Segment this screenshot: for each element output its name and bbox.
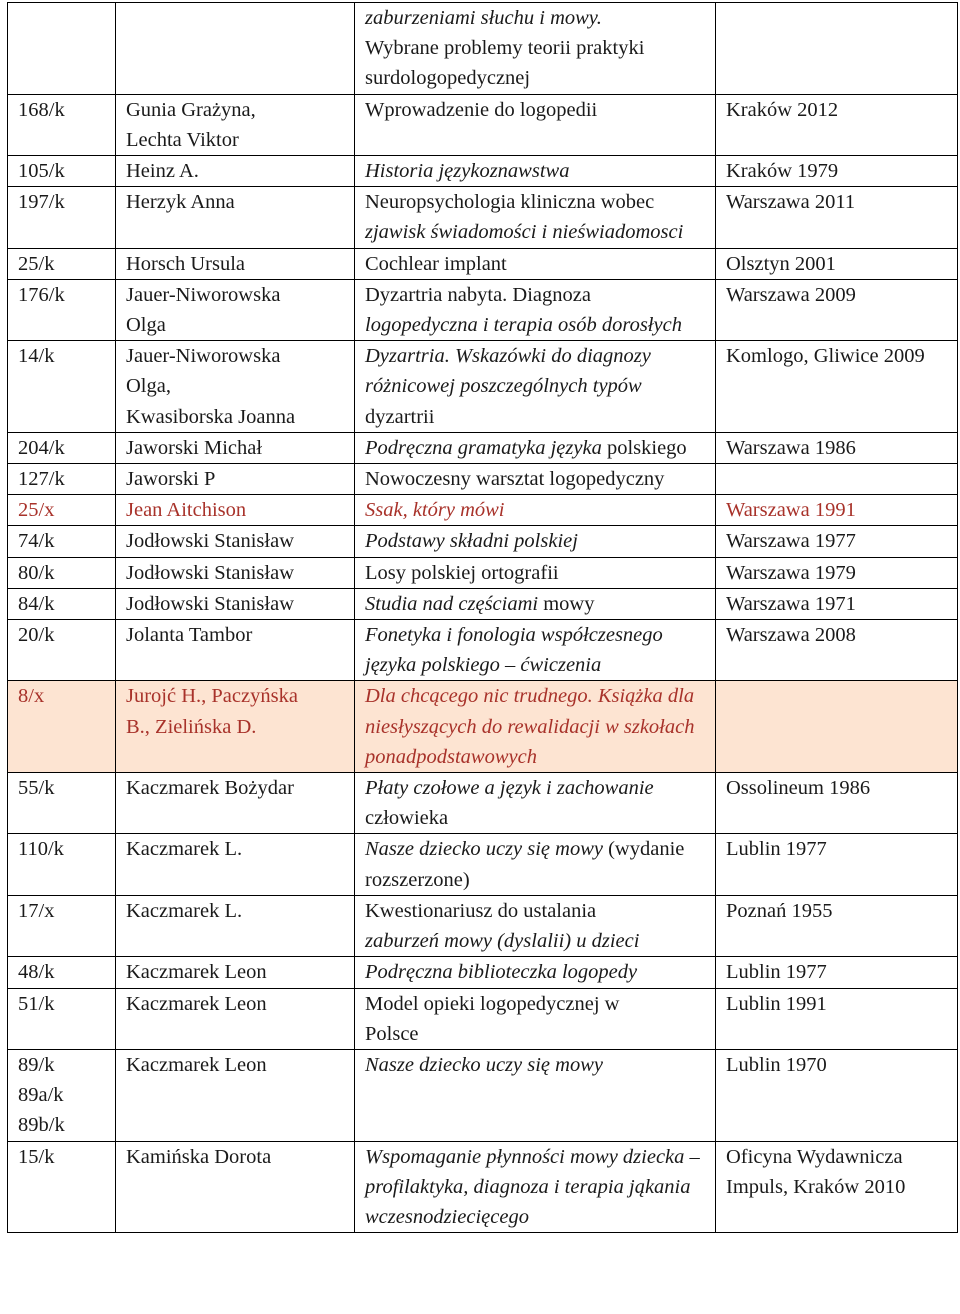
title-cell	[355, 464, 716, 495]
publication-cell: Warszawa 2009	[716, 279, 958, 340]
table-row	[8, 526, 958, 557]
author-cell: Kaczmarek Bożydar	[116, 773, 355, 834]
publication-cell: Warszawa 1986	[716, 432, 958, 463]
author-cell: Kamińska Dorota	[116, 1141, 355, 1233]
publication-cell: Warszawa 2008	[716, 620, 958, 681]
author-cell: Jaworski P	[116, 464, 355, 495]
author-cell: Kaczmarek Leon	[116, 1049, 355, 1141]
title-cell	[355, 94, 716, 155]
table-row	[8, 341, 958, 433]
title-cell	[355, 156, 716, 187]
title-text: Studia nad częściami	[365, 592, 539, 615]
title-cell	[355, 988, 716, 1049]
title-text-continued: Wybrane problemy teorii praktyki surdologopedycznej	[365, 37, 645, 90]
table-row	[8, 279, 958, 340]
publication-cell: Warszawa 1977	[716, 526, 958, 557]
publication-cell: Lublin 1977	[716, 834, 958, 895]
title-text: Wprowadzenie do logopedii	[365, 98, 598, 121]
signature-cell: 89/k 89a/k 89b/k	[8, 1049, 116, 1141]
table-row	[8, 432, 958, 463]
author-cell: Kaczmarek Leon	[116, 988, 355, 1049]
author-cell: Jauer-Niworowska Olga	[116, 279, 355, 340]
title-cell	[355, 895, 716, 956]
signature-cell: 51/k	[8, 988, 116, 1049]
publication-cell: Warszawa 1979	[716, 557, 958, 588]
title-text-continued: zjawisk świadomości i nieświadomosci	[365, 221, 684, 244]
title-text-continued: polskiego	[606, 436, 687, 459]
title-text-continued: zaburzeń mowy (dyslalii) u dzieci	[365, 930, 640, 953]
title-cell	[355, 187, 716, 248]
title-cell	[355, 620, 716, 681]
signature-cell: 15/k	[8, 1141, 116, 1233]
title-text-continued: dyzartrii	[365, 405, 435, 428]
table-row	[8, 620, 958, 681]
signature-cell: 55/k	[8, 773, 116, 834]
author-cell: Jurojć H., Paczyńska B., Zielińska D.	[116, 681, 355, 773]
title-text: Dyzartria nabyta. Diagnoza	[365, 283, 591, 306]
publication-cell: Lublin 1977	[716, 957, 958, 988]
table-row	[8, 94, 958, 155]
author-cell: Kaczmarek L.	[116, 834, 355, 895]
publication-cell: Olsztyn 2001	[716, 248, 958, 279]
title-text: Płaty czołowe a język i zachowanie	[365, 777, 654, 800]
author-cell: Heinz A.	[116, 156, 355, 187]
title-text: Dla chcącego nic trudnego. Książka dla niesłyszących do rewalidacji w szkołach ponadpodstawowych	[365, 685, 695, 768]
author-cell: Herzyk Anna	[116, 187, 355, 248]
signature-cell: 168/k	[8, 94, 116, 155]
signature-cell: 80/k	[8, 557, 116, 588]
table-row	[8, 156, 958, 187]
author-cell: Kaczmarek L.	[116, 895, 355, 956]
title-text: Dyzartria. Wskazówki do diagnozy różnicowej poszczególnych typów	[365, 345, 651, 398]
title-text-continued: człowieka	[365, 807, 449, 830]
title-cell	[355, 834, 716, 895]
publication-cell: Kraków 2012	[716, 94, 958, 155]
title-text: Wspomaganie płynności mowy dziecka – profilaktyka, diagnoza i terapia jąkania wczesnodziecięcego	[365, 1145, 700, 1228]
title-cell	[355, 248, 716, 279]
title-text: Fonetyka i fonologia współczesnego języka polskiego – ćwiczenia	[365, 624, 663, 677]
signature-cell: 84/k	[8, 588, 116, 619]
title-text: Podręczna biblioteczka logopedy	[365, 961, 638, 984]
title-cell	[355, 773, 716, 834]
author-cell: Jodłowski Stanisław	[116, 526, 355, 557]
table-row	[8, 248, 958, 279]
publication-cell	[716, 3, 958, 95]
table-row	[8, 3, 958, 95]
title-text: Podręczna gramatyka języka	[365, 436, 602, 459]
title-text: Nowoczesny warsztat logopedyczny	[365, 468, 665, 491]
author-cell: Jodłowski Stanisław	[116, 557, 355, 588]
table-row	[8, 895, 958, 956]
table-row	[8, 557, 958, 588]
title-text: Nasze dziecko uczy się mowy	[365, 838, 603, 861]
signature-cell: 14/k	[8, 341, 116, 433]
title-text-continued: Polsce	[365, 1022, 419, 1045]
title-text: Kwestionariusz do ustalania	[365, 899, 597, 922]
signature-cell: 48/k	[8, 957, 116, 988]
title-cell	[355, 1049, 716, 1141]
title-text: Losy polskiej ortografii	[365, 561, 559, 584]
table-row	[8, 681, 958, 773]
table-row	[8, 1141, 958, 1233]
publication-cell: Poznań 1955	[716, 895, 958, 956]
author-cell: Jodłowski Stanisław	[116, 588, 355, 619]
title-cell	[355, 432, 716, 463]
signature-cell: 25/x	[8, 495, 116, 526]
table-row	[8, 773, 958, 834]
catalog-rows	[8, 3, 958, 1233]
title-text-continued: mowy	[538, 592, 595, 615]
title-cell	[355, 526, 716, 557]
title-cell	[355, 341, 716, 433]
publication-cell: Kraków 1979	[716, 156, 958, 187]
table-row	[8, 588, 958, 619]
title-text: Podstawy składni polskiej	[365, 530, 578, 553]
title-cell	[355, 957, 716, 988]
signature-cell: 20/k	[8, 620, 116, 681]
signature-cell: 204/k	[8, 432, 116, 463]
author-cell: Jolanta Tambor	[116, 620, 355, 681]
author-cell: Gunia Grażyna, Lechta Viktor	[116, 94, 355, 155]
title-text-continued: logopedyczna i terapia osób dorosłych	[365, 314, 682, 337]
title-cell	[355, 1141, 716, 1233]
author-cell: Jean Aitchison	[116, 495, 355, 526]
publication-cell	[716, 464, 958, 495]
title-text: Cochlear implant	[365, 252, 507, 275]
author-cell: Kaczmarek Leon	[116, 957, 355, 988]
publication-cell: Warszawa 1991	[716, 495, 958, 526]
publication-cell: Komlogo, Gliwice 2009	[716, 341, 958, 433]
publication-cell: Ossolineum 1986	[716, 773, 958, 834]
title-cell	[355, 681, 716, 773]
signature-cell: 127/k	[8, 464, 116, 495]
table-row	[8, 187, 958, 248]
title-cell	[355, 279, 716, 340]
title-text: zaburzeniami słuchu i mowy.	[365, 7, 602, 29]
title-text: Neuropsychologia kliniczna wobec	[365, 191, 655, 214]
table-row	[8, 834, 958, 895]
signature-cell: 176/k	[8, 279, 116, 340]
table-row	[8, 988, 958, 1049]
title-text-continued: (wydanie rozszerzone)	[365, 838, 685, 891]
title-cell	[355, 495, 716, 526]
publication-cell: Warszawa 1971	[716, 588, 958, 619]
publication-cell: Oficyna Wydawnicza Impuls, Kraków 2010	[716, 1141, 958, 1233]
title-text: Ssak, który mówi	[365, 499, 505, 522]
title-text: Nasze dziecko uczy się mowy	[365, 1053, 603, 1076]
title-cell	[355, 3, 716, 95]
signature-cell: 25/k	[8, 248, 116, 279]
signature-cell: 110/k	[8, 834, 116, 895]
signature-cell: 74/k	[8, 526, 116, 557]
author-cell: Jaworski Michał	[116, 432, 355, 463]
table-row	[8, 464, 958, 495]
catalog-table	[7, 2, 958, 1233]
signature-cell: 8/x	[8, 681, 116, 773]
title-cell	[355, 557, 716, 588]
signature-cell: 197/k	[8, 187, 116, 248]
signature-cell	[8, 3, 116, 95]
title-text: Historia językoznawstwa	[365, 160, 570, 183]
table-row	[8, 495, 958, 526]
publication-cell: Lublin 1991	[716, 988, 958, 1049]
signature-cell: 17/x	[8, 895, 116, 956]
author-cell	[116, 3, 355, 95]
publication-cell	[716, 681, 958, 773]
signature-cell: 105/k	[8, 156, 116, 187]
table-row	[8, 1049, 958, 1141]
publication-cell: Warszawa 2011	[716, 187, 958, 248]
author-cell: Horsch Ursula	[116, 248, 355, 279]
publication-cell: Lublin 1970	[716, 1049, 958, 1141]
table-row	[8, 957, 958, 988]
title-text: Model opieki logopedycznej w	[365, 992, 620, 1015]
title-cell	[355, 588, 716, 619]
author-cell: Jauer-Niworowska Olga, Kwasiborska Joanna	[116, 341, 355, 433]
